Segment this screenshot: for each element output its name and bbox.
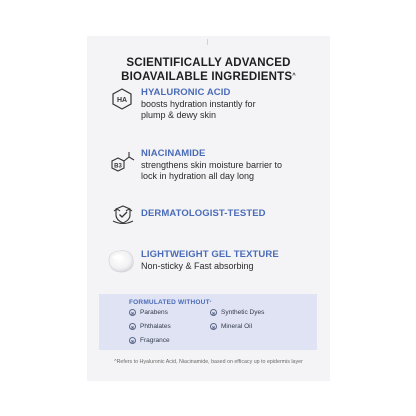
x-circle-icon bbox=[210, 309, 217, 316]
excluded-item-label: Parabens bbox=[140, 309, 168, 316]
gel-texture-swatch-icon bbox=[104, 246, 138, 276]
formulated-title-mark: * bbox=[209, 299, 212, 304]
feature-description-line-2: plump & dewy skin bbox=[141, 110, 217, 120]
feature-description-line-2: lock in hydration all day long bbox=[141, 171, 255, 181]
feature-title: HYALURONIC ACID bbox=[141, 87, 231, 98]
excluded-item-label: Fragrance bbox=[140, 337, 170, 344]
excluded-item-label: Synthetic Dyes bbox=[221, 309, 265, 316]
x-circle-icon bbox=[129, 309, 136, 316]
niacinamide-molecule-icon bbox=[110, 150, 134, 174]
formulated-title-text: FORMULATED WITHOUT bbox=[129, 299, 210, 306]
excluded-item bbox=[210, 323, 252, 330]
excluded-item bbox=[129, 309, 168, 316]
top-divider bbox=[207, 39, 208, 45]
excluded-item bbox=[129, 323, 171, 330]
hyaluronic-acid-hexagon-icon bbox=[110, 87, 134, 111]
svg-text:B3: B3 bbox=[114, 163, 122, 170]
excluded-item-label: Mineral Oil bbox=[221, 323, 253, 330]
heading-line-2-wrap bbox=[87, 70, 330, 84]
dermatologist-shield-icon bbox=[110, 202, 134, 226]
heading-line-1: SCIENTIFICALLY ADVANCED bbox=[126, 57, 291, 69]
footnote: ^Refers to Hyaluronic Acid, Niacinamide, based on efficacy up to epidermis layer bbox=[114, 359, 303, 365]
feature-description-line-1: Non-sticky & Fast absorbing bbox=[141, 261, 254, 271]
formulated-without-title bbox=[129, 299, 212, 306]
heading-mark: ^ bbox=[292, 73, 296, 79]
formulated-without-panel bbox=[99, 294, 317, 350]
feature-title: DERMATOLOGIST-TESTED bbox=[141, 208, 266, 219]
excluded-item-label: Phthalates bbox=[140, 323, 171, 330]
svg-text:HA: HA bbox=[116, 97, 128, 104]
x-circle-icon bbox=[129, 337, 136, 344]
feature-title: LIGHTWEIGHT GEL TEXTURE bbox=[141, 249, 279, 260]
heading-line-2: BIOAVAILABLE INGREDIENTS bbox=[121, 71, 293, 83]
x-circle-icon bbox=[129, 323, 136, 330]
section-heading bbox=[87, 56, 330, 84]
x-circle-icon bbox=[210, 323, 217, 330]
feature-title: NIACINAMIDE bbox=[141, 148, 206, 159]
feature-description-line-1: boosts hydration instantly for bbox=[141, 99, 256, 109]
feature-description-line-1: strengthens skin moisture barrier to bbox=[141, 160, 283, 170]
excluded-item bbox=[129, 337, 170, 344]
excluded-item bbox=[210, 309, 264, 316]
